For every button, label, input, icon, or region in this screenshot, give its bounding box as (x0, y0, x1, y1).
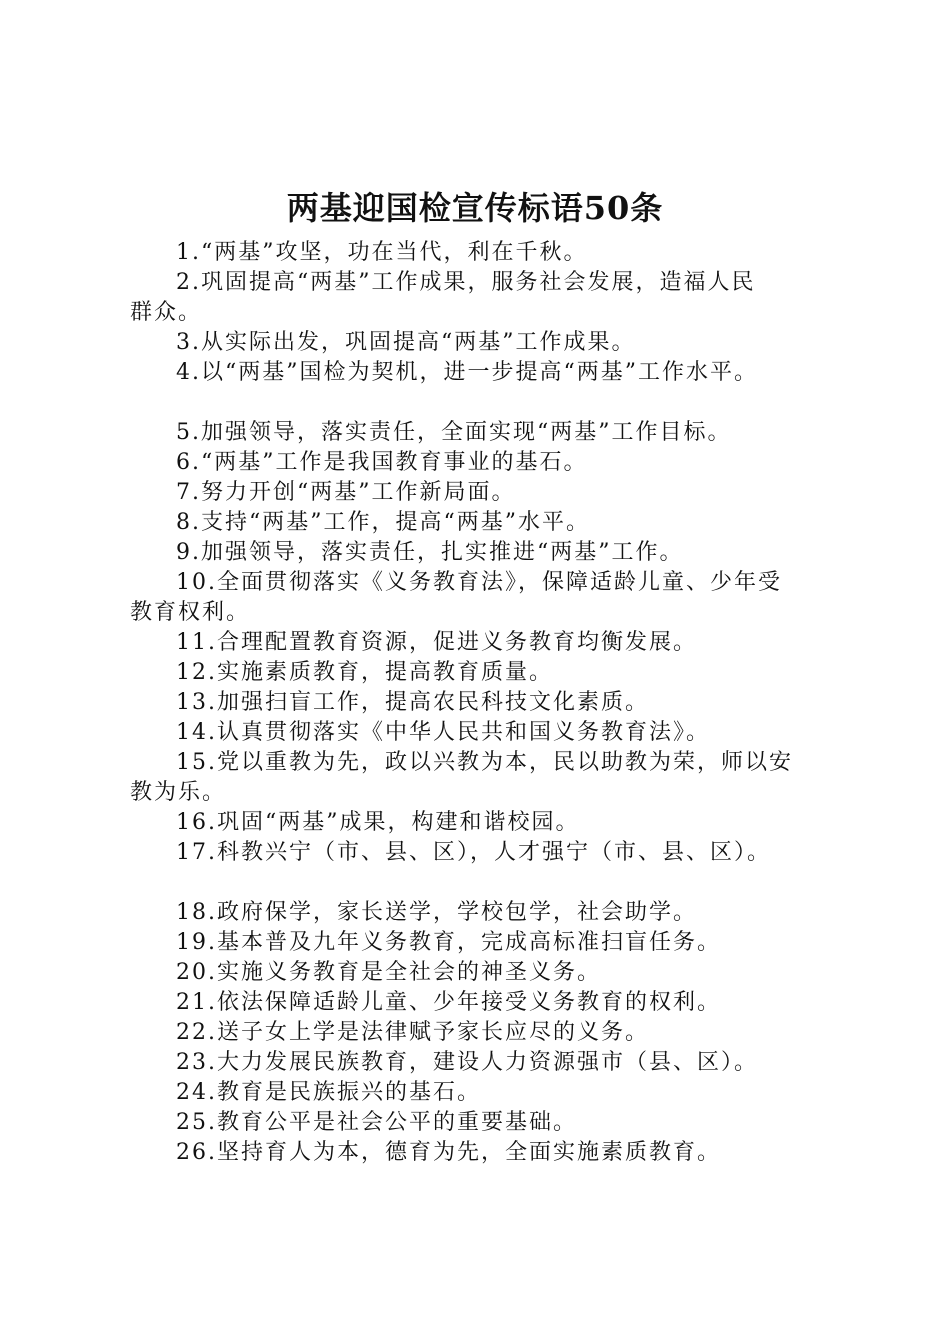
slogan-line: 1.“两基”攻坚，功在当代，利在千秋。 (176, 240, 588, 265)
slogan-line: 24.教育是民族振兴的基石。 (176, 1080, 481, 1105)
slogan-line: 14.认真贯彻落实《中华人民共和国义务教育法》。 (176, 720, 710, 745)
slogan-line: 7.努力开创“两基”工作新局面。 (176, 480, 516, 505)
slogan-line: 23.大力发展民族教育，建设人力资源强市（县、区）。 (176, 1050, 758, 1075)
document-body (130, 238, 840, 1168)
slogan-line: 12.实施素质教育，提高教育质量。 (176, 660, 553, 685)
slogan-line: 18.政府保学，家长送学，学校包学，社会助学。 (176, 900, 697, 925)
slogan-line: 3.从实际出发，巩固提高“两基”工作成果。 (176, 330, 636, 355)
slogan-line: 4.以“两基”国检为契机，进一步提高“两基”工作水平。 (176, 360, 758, 385)
slogan-line: 25.教育公平是社会公平的重要基础。 (176, 1110, 577, 1135)
slogan-line-continuation: 教育权利。 (130, 600, 251, 625)
slogan-line-continuation: 群众。 (130, 300, 203, 325)
slogan-line: 16.巩固“两基”成果，构建和谐校园。 (176, 810, 580, 835)
document-title: 两基迎国检宣传标语50条 (286, 189, 664, 227)
slogan-line: 11.合理配置教育资源，促进义务教育均衡发展。 (176, 630, 697, 655)
slogan-line-continuation: 教为乐。 (130, 780, 227, 805)
slogan-line: 9.加强领导，落实责任，扎实推进“两基”工作。 (176, 540, 684, 565)
slogan-line: 5.加强领导，落实责任，全面实现“两基”工作目标。 (176, 420, 732, 445)
slogan-line: 10.全面贯彻落实《义务教育法》，保障适龄儿童、少年受 (176, 570, 782, 595)
slogan-line: 17.科教兴宁（市、县、区），人才强宁（市、县、区）。 (176, 840, 771, 865)
slogan-line: 26.坚持育人为本，德育为先，全面实施素质教育。 (176, 1140, 721, 1165)
slogan-line: 6.“两基”工作是我国教育事业的基石。 (176, 450, 588, 475)
slogan-line: 21.依法保障适龄儿童、少年接受义务教育的权利。 (176, 990, 721, 1015)
slogan-line: 20.实施义务教育是全社会的神圣义务。 (176, 960, 601, 985)
slogan-line: 19.基本普及九年义务教育，完成高标准扫盲任务。 (176, 930, 721, 955)
paragraph-gap (130, 868, 840, 898)
slogan-line: 8.支持“两基”工作，提高“两基”水平。 (176, 510, 590, 535)
slogan-line: 13.加强扫盲工作，提高农民科技文化素质。 (176, 690, 649, 715)
slogan-line: 22.送子女上学是法律赋予家长应尽的义务。 (176, 1020, 649, 1045)
paragraph-gap (130, 388, 840, 418)
slogan-line: 2.巩固提高“两基”工作成果，服务社会发展，造福人民 (176, 270, 756, 295)
slogan-line: 15.党以重教为先，政以兴教为本，民以助教为荣，师以安 (176, 750, 793, 775)
